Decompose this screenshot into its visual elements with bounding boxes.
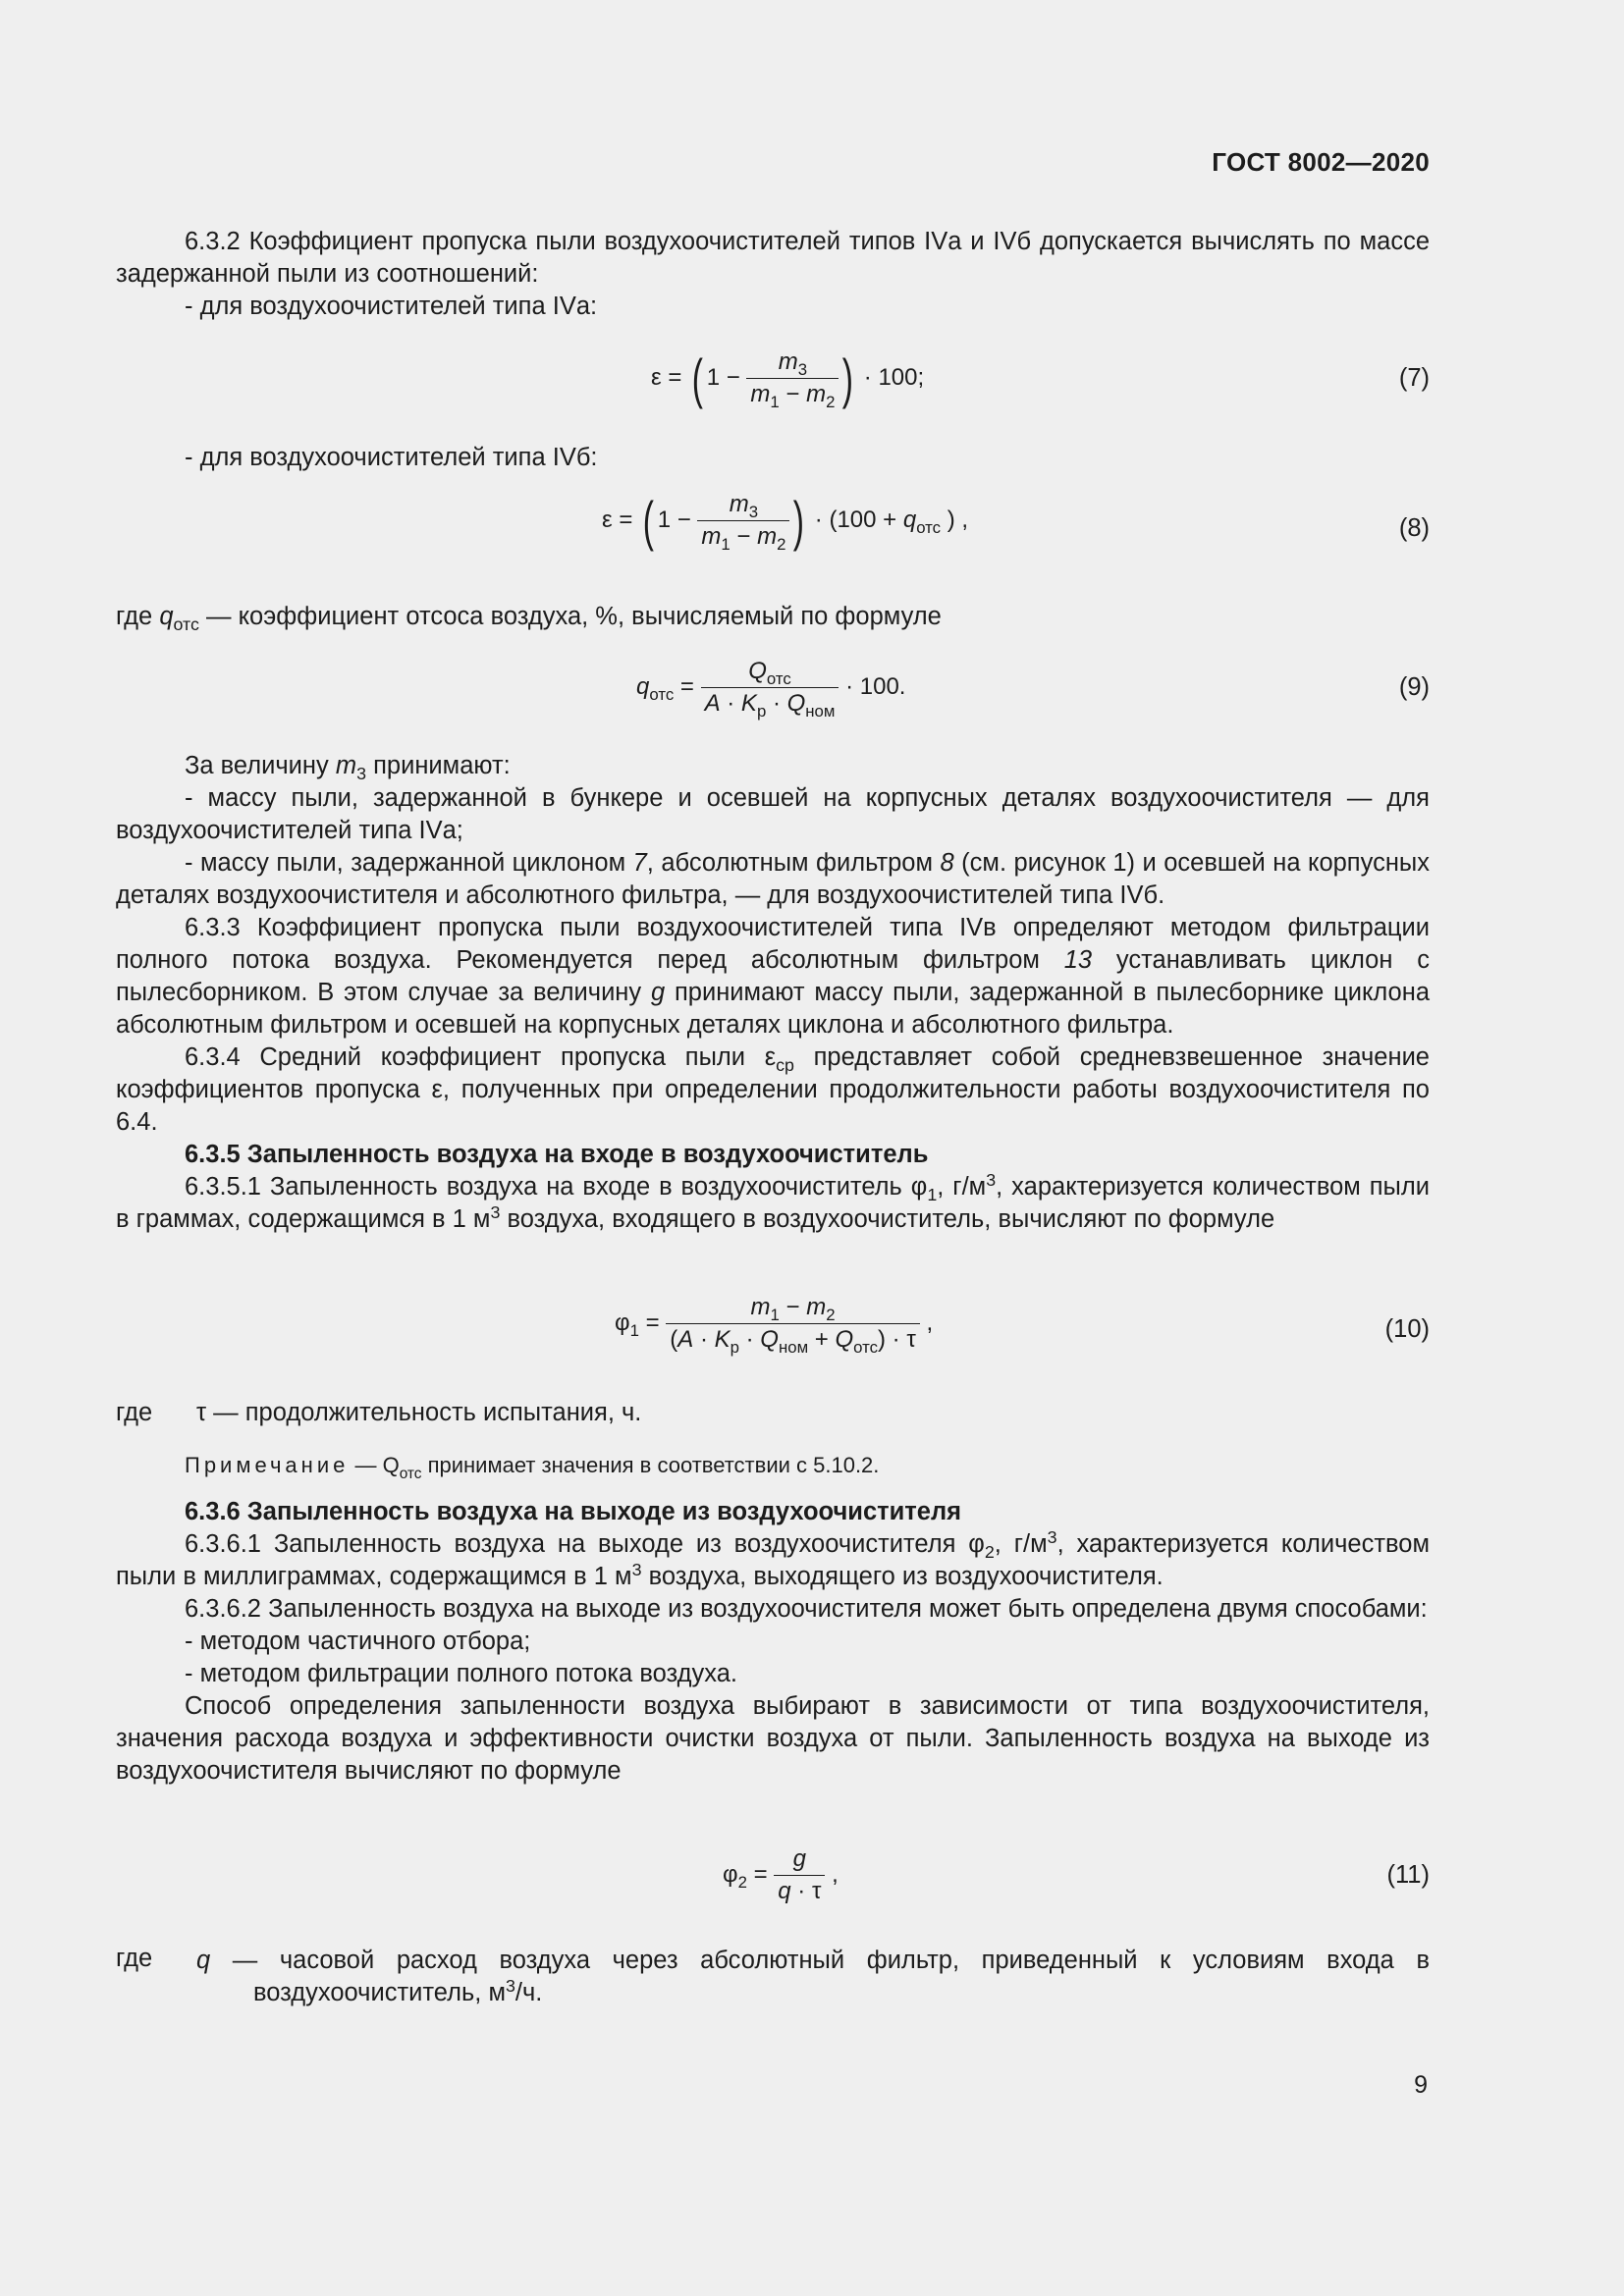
definition-q-otc: где $q_{отс}$ — коэффициент отсоса воздуха, %, вычисляемый по формуле — [116, 603, 942, 634]
equation-7: ε = ( 1 − $\frac{m_3}{m_1 - m_2}$ ) · 100; — [651, 347, 925, 411]
list-iv6-wrap — [116, 442, 1430, 474]
equation-7-row — [116, 348, 1430, 427]
paragraph-6-3-5-1: 6.3.5.1 Запыленность воздуха на входе в воздухоочиститель $\varphi_1$, $г/м^3$, характеризуется количеством пыли в граммах, содержащимся в 1 $м^3$ воздуха, входящего в воздухоочиститель, вычисляют по формуле — [116, 1170, 1430, 1233]
equation-10-row — [116, 1294, 1430, 1372]
where-label-q: где — [116, 1945, 153, 1972]
paragraph-6-3-6-1: 6.3.6.1 Запыленность воздуха на выходе из воздухоочистителя $\varphi_2$, $г/м^3$, характеризуется количеством пыли в миллиграммах, содержащимся в 1 $м^3$ воздуха, выходящего из воздухоочистителя. — [116, 1527, 1430, 1590]
definition-q: q — часовой расход воздуха через абсолютный фильтр, приведенный к условиям входа в воздухоочиститель, $м^3/ч$. — [196, 1947, 1430, 2006]
m3-item-1: - массу пыли, задержанной в бункере и осевшей на корпусных деталях воздухоочистителя — для воздухоочистителей типа IVа; — [116, 784, 1430, 844]
equation-11: $\varphi_2$ = $\frac{g}{q \cdot \tau}$ , — [723, 1845, 839, 1904]
paragraph-6-3-3: 6.3.3 Коэффициент пропуска пыли воздухоочистителей типа IVв определяют методом фильтрации полного потока воздуха. Рекомендуется перед абсолютным фильтром 13 устанавливать циклон с пылесборником. В этом случае за величину g принимают массу пыли, задержанной в пылесборнике циклона абсолютным фильтром и осевшей на корпусных деталях циклона и абсолютного фильтра. — [116, 914, 1431, 1039]
where-label-tau: где — [116, 1399, 153, 1426]
equation-8: ε = ( 1 − $\frac{m_3}{m_1 - m_2}$ ) · ($100 + q_{отс}$ ) , — [602, 489, 969, 554]
paragraph-6-3-2: 6.3.2 Коэффициент пропуска пыли воздухоочистителей типов IVа и IVб допускается вычислять по массе задержанной пыли из соотношений: — [116, 228, 1430, 288]
list-item-type-iva: - для воздухоочистителей типа IVа: — [185, 293, 598, 320]
paragraph-6-3-4: 6.3.4 Средний коэффициент пропуска пыли $\varepsilon_{ср}$ представляет собой средневзвешенное значение коэффициентов пропуска ε, полученных при определении продолжительности работы воздухоочистителя по 6.4. — [116, 1043, 1430, 1136]
document-header: ГОСТ 8002—2020 — [1212, 147, 1430, 177]
where-q-otc — [116, 601, 1430, 633]
main-text-block-1 — [116, 750, 1430, 1236]
method-item-1: - методом частичного отбора; — [185, 1628, 531, 1655]
section-6-3-2 — [116, 226, 1430, 323]
paragraph-method-choice: Способ определения запыленности воздуха выбирают в зависимости от типа воздухоочистителя, значения расхода воздуха и эффективности очистки воздуха от пыли. Запыленность воздуха на выходе из воздухоочистителя вычисляют по формуле — [116, 1692, 1430, 1785]
equation-7-number: (7) — [1398, 364, 1430, 392]
equation-10: $\varphi_1$ = $\frac{m_1 - m_2}{(A \cdot K_р \cdot Q_{ном} + Q_{отс}) \cdot \tau}$ , — [615, 1294, 934, 1357]
list-item-type-iv6: - для воздухоочистителей типа IVб: — [185, 444, 598, 471]
section-6-3-6 — [116, 1496, 1430, 1788]
equation-9-row — [116, 658, 1430, 736]
m3-item-2: - массу пыли, задержанной циклоном 7, абсолютным фильтром 8 (см. рисунок 1) и осевшей на корпусных деталях воздухоочистителя и абсолютного фильтра, — для воздухоочистителей типа IVб. — [116, 849, 1430, 909]
paragraph-6-3-6-2: 6.3.6.2 Запыленность воздуха на выходе из воздухоочистителя может быть определена двумя способами: — [185, 1595, 1428, 1623]
equation-9-number: (9) — [1398, 673, 1430, 701]
equation-10-number: (10) — [1384, 1315, 1430, 1343]
page-number: 9 — [1414, 2071, 1428, 2099]
note-q-otc: Примечание — $Q_{отс}$ принимает значения в соответствии с 5.10.2. — [185, 1453, 880, 1482]
heading-6-3-6: 6.3.6 Запыленность воздуха на выходе из воздухоочистителя — [185, 1498, 962, 1525]
heading-6-3-5: 6.3.5 Запыленность воздуха на входе в воздухоочиститель — [185, 1141, 929, 1168]
equation-11-number: (11) — [1386, 1861, 1430, 1889]
method-item-2: - методом фильтрации полного потока воздуха. — [185, 1660, 737, 1687]
definition-tau: τ — продолжительность испытания, ч. — [196, 1399, 642, 1426]
equation-8-number: (8) — [1398, 514, 1430, 542]
m3-intro: За величину $m_3$ принимают: — [185, 752, 511, 783]
equation-8-row — [116, 491, 1430, 569]
equation-11-row — [116, 1845, 1430, 1924]
equation-9: $q_{отс}$ = $\frac{Q_{отс}}{A \cdot K_р \cdot Q_{ном}}$ · 100. — [636, 658, 906, 721]
